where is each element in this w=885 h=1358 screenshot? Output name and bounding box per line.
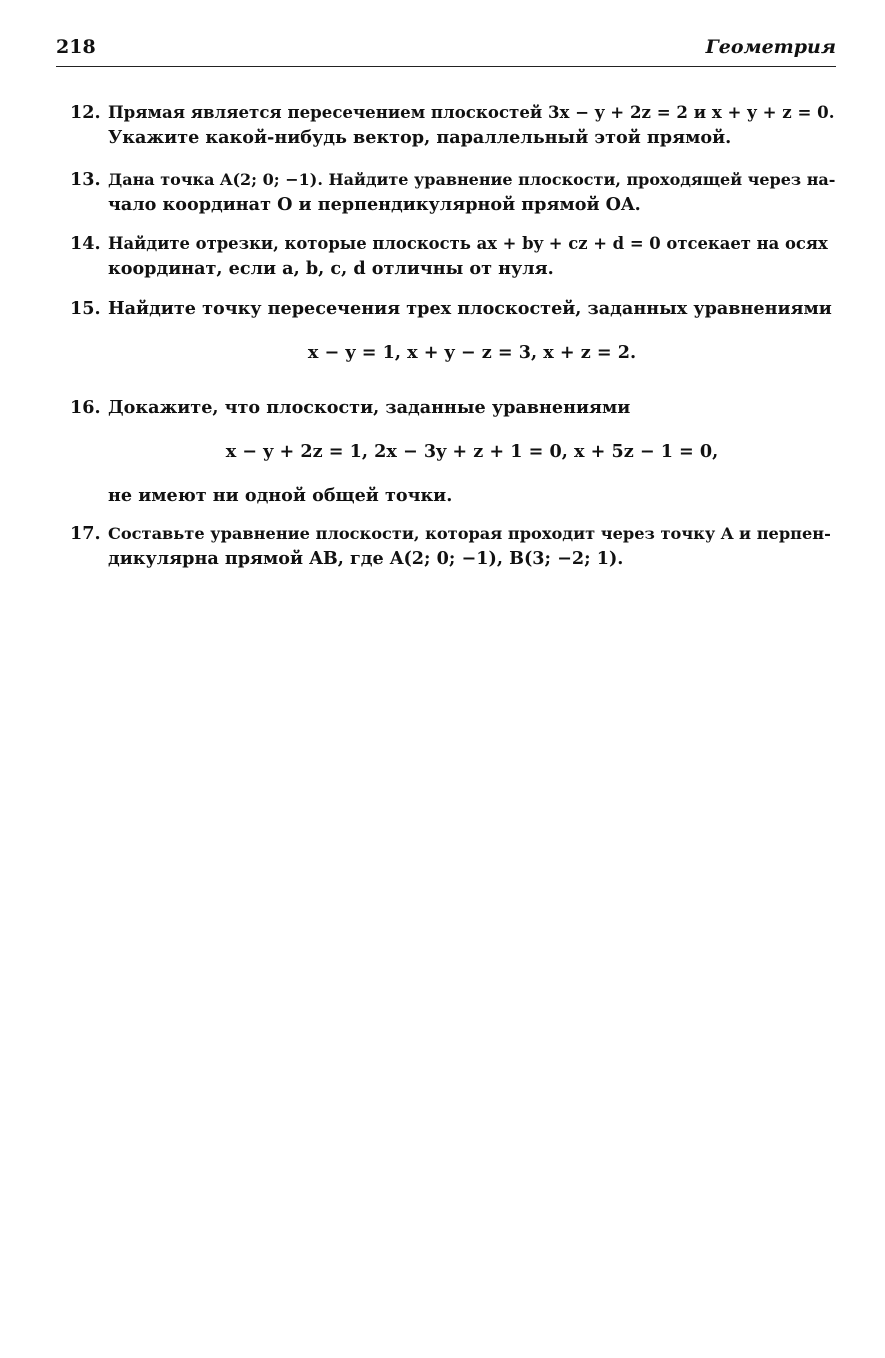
- page-header: [56, 36, 836, 67]
- problem-number: 16.: [70, 397, 101, 418]
- running-title: Геометрия: [705, 36, 836, 58]
- problem-number: 13.: [70, 169, 101, 190]
- problem-number: 14.: [70, 233, 101, 254]
- problem-text-line: чало координат O и перпендикулярной прямой OA.: [108, 194, 641, 215]
- problem-text-line: координат, если a, b, c, d отличны от нуля.: [108, 258, 554, 279]
- problem-17: [56, 521, 836, 571]
- problem-16: [56, 395, 836, 508]
- problem-text-line: дикулярна прямой AB, где A(2; 0; −1), B(3; −2; 1).: [108, 548, 624, 569]
- problem-number: 15.: [70, 298, 101, 319]
- problem-text-line: Укажите какой-нибудь вектор, параллельный этой прямой.: [108, 127, 732, 148]
- problem-text-line: не имеют ни одной общей точки.: [108, 485, 453, 506]
- problem-text-line: Прямая является пересечением плоскостей 3x − y + 2z = 2 и x + y + z = 0.: [108, 102, 835, 122]
- system-of-equations: x − y + 2z = 1, 2x − 3y + z + 1 = 0, x + 5z − 1 = 0,: [225, 441, 719, 462]
- problem-text-line: Докажите, что плоскости, заданные уравнениями: [108, 397, 631, 418]
- problem-13: [56, 167, 836, 217]
- problem-text-line: Составьте уравнение плоскости, которая проходит через точку A и перпен-: [108, 524, 831, 543]
- problem-14: [56, 231, 836, 281]
- problem-text-line: Дана точка A(2; 0; −1). Найдите уравнение плоскости, проходящей через на-: [108, 170, 836, 189]
- problem-number: 17.: [70, 523, 101, 544]
- problem-15: [56, 296, 836, 365]
- problem-text-line: Найдите отрезки, которые плоскость ax + by + cz + d = 0 отсекает на осях: [108, 234, 828, 253]
- page-number: 218: [56, 36, 96, 58]
- problem-12: [56, 100, 836, 150]
- problem-number: 12.: [70, 102, 101, 123]
- system-of-equations: x − y = 1, x + y − z = 3, x + z = 2.: [307, 342, 637, 363]
- problem-text-line: Найдите точку пересечения трех плоскостей, заданных уравнениями: [108, 298, 832, 319]
